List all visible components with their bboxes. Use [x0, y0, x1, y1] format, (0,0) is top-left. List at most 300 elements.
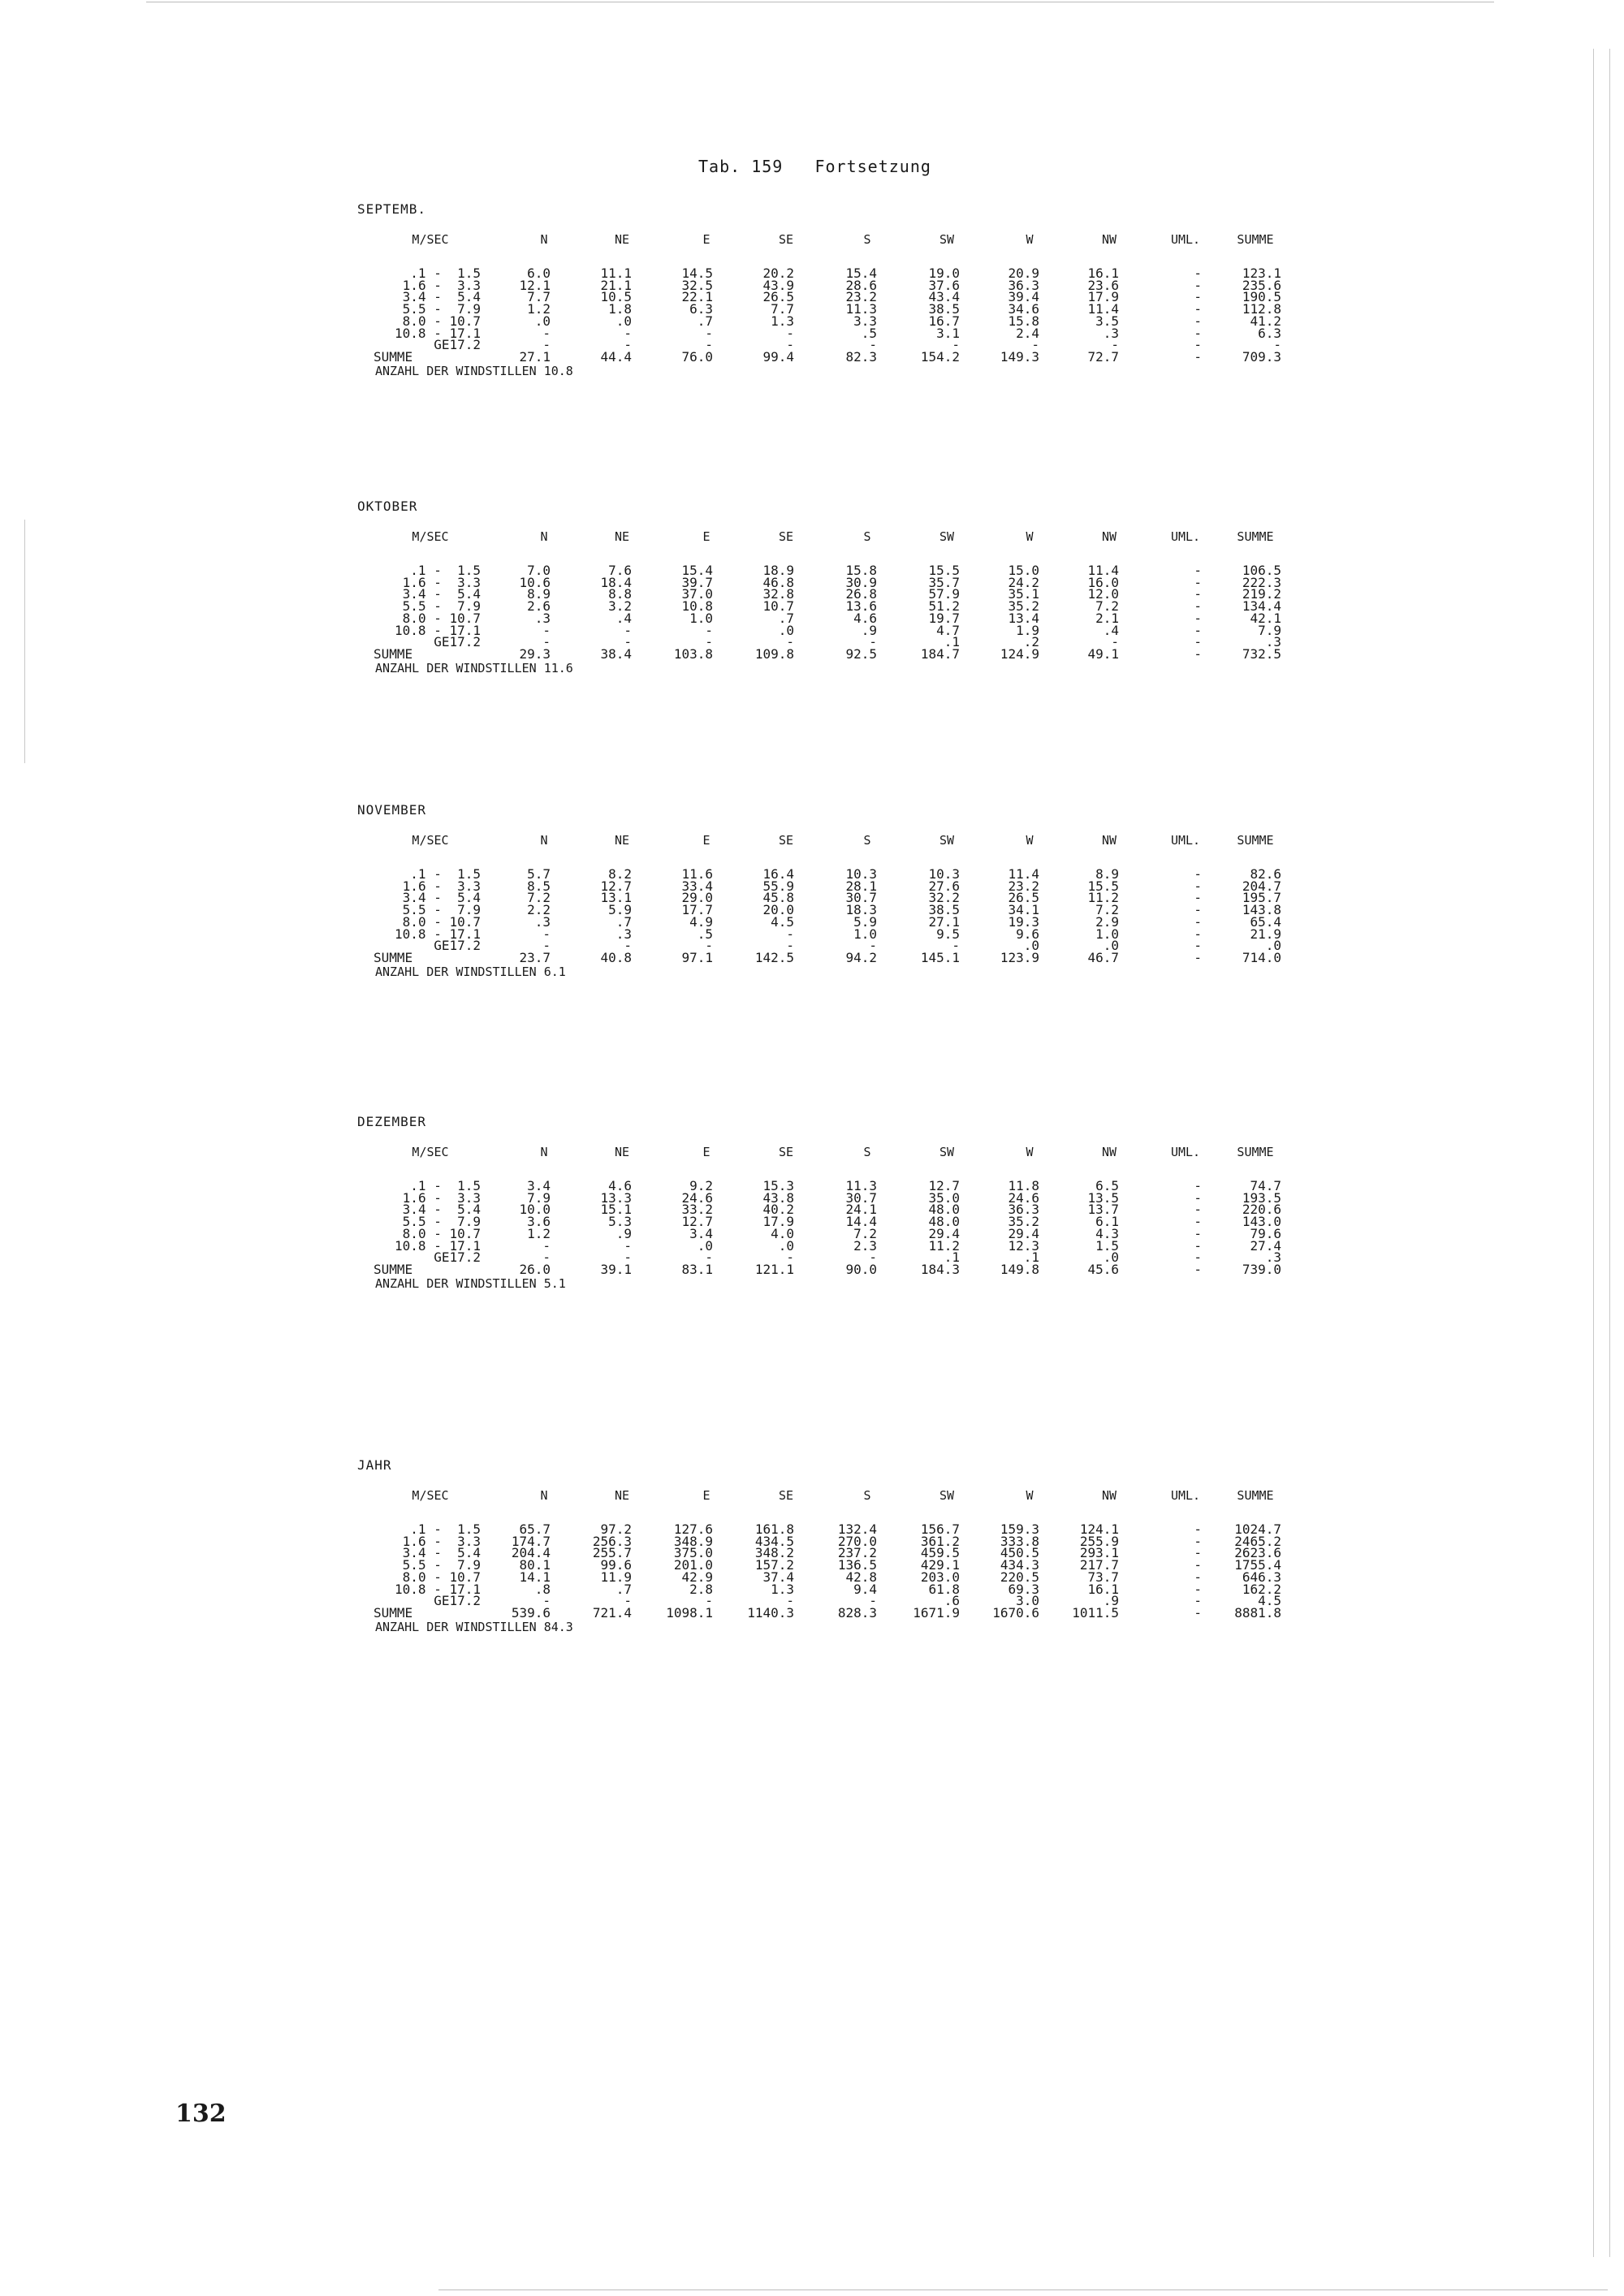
table-cell: 2.1 — [1095, 610, 1119, 626]
table-cell: .8 — [534, 1581, 551, 1597]
speed-class-label: 3.4 - 5.4 — [402, 890, 481, 906]
table-cell: - — [786, 938, 794, 954]
speed-class-label: 10.8 - 17.1 — [395, 325, 481, 341]
table-cell: - — [542, 926, 551, 942]
table-cell: 21.9 — [1250, 926, 1281, 942]
month-label: DEZEMBER — [357, 1114, 427, 1129]
table-cell: 23.7 — [519, 949, 551, 965]
table-cell: 30.7 — [845, 1189, 877, 1206]
table-cell: - — [1194, 289, 1202, 305]
table-cell: .0 — [534, 313, 551, 329]
table-cell: 11.9 — [600, 1569, 632, 1585]
table-cell: 8.9 — [1095, 866, 1119, 882]
table-cell: 10.6 — [519, 574, 551, 590]
table-cell: 29.4 — [1008, 1225, 1039, 1241]
table-cell: - — [786, 337, 794, 353]
table-cell: 28.6 — [845, 277, 877, 293]
table-cell: 255.7 — [592, 1545, 632, 1561]
table-cell: 49.1 — [1087, 645, 1119, 662]
table-row — [0, 1581, 1624, 1597]
column-header: W — [1026, 529, 1034, 544]
table-cell: 16.1 — [1087, 265, 1119, 281]
table-cell: 11.8 — [1008, 1178, 1039, 1193]
table-cell: 18.4 — [600, 574, 632, 590]
speed-class-label: SUMME — [374, 348, 413, 365]
table-cell: 732.5 — [1242, 645, 1281, 662]
table-cell: 12.1 — [519, 277, 551, 293]
calm-label: ANZAHL DER WINDSTILLEN — [375, 660, 537, 675]
table-cell: 36.3 — [1008, 1202, 1039, 1218]
table-cell: 30.9 — [845, 574, 877, 590]
table-cell: 90.0 — [845, 1261, 877, 1277]
table-cell: 11.3 — [845, 1178, 877, 1193]
column-header: NW — [1101, 1488, 1117, 1503]
table-cell: 348.9 — [673, 1533, 713, 1549]
table-row — [0, 1595, 1624, 1607]
column-header: N — [540, 529, 548, 544]
column-header: NE — [614, 529, 630, 544]
table-cell: 293.1 — [1079, 1545, 1119, 1561]
calm-label: ANZAHL DER WINDSTILLEN — [375, 1619, 537, 1634]
table-cell: 13.6 — [845, 598, 877, 615]
table-cell: 10.3 — [845, 866, 877, 882]
table-cell: - — [1194, 902, 1202, 918]
table-cell: 10.8 — [681, 598, 713, 615]
table-cell: 11.3 — [845, 301, 877, 317]
table-cell: 193.5 — [1242, 1189, 1281, 1206]
table-cell: 27.1 — [928, 913, 960, 930]
speed-class-label: GE17.2 — [434, 1593, 481, 1609]
table-cell: 9.4 — [853, 1581, 877, 1597]
table-cell: 35.1 — [1008, 586, 1039, 602]
table-cell: 539.6 — [511, 1604, 551, 1621]
column-header: NE — [614, 833, 630, 848]
speed-class-label: .1 - 1.5 — [410, 1521, 481, 1537]
table-cell: 3.4 — [689, 1225, 713, 1241]
table-cell: - — [1194, 563, 1202, 578]
table-cell: - — [869, 938, 877, 954]
table-cell: 16.4 — [762, 866, 794, 882]
speed-class-label: SUMME — [374, 1604, 413, 1621]
speed-class-label: 1.6 - 3.3 — [402, 1533, 481, 1549]
speed-class-label: 1.6 - 3.3 — [402, 277, 481, 293]
column-header: SUMME — [1237, 1145, 1274, 1159]
table-cell: 97.2 — [600, 1521, 632, 1537]
table-cell: 65.7 — [519, 1521, 551, 1537]
table-cell: - — [1194, 301, 1202, 317]
table-cell: 6.3 — [689, 301, 713, 317]
table-cell: 4.6 — [608, 1178, 632, 1193]
table-cell: 29.3 — [519, 645, 551, 662]
table-cell: 256.3 — [592, 1533, 632, 1549]
table-cell: 48.0 — [928, 1214, 960, 1230]
table-cell: 22.1 — [681, 289, 713, 305]
table-cell: 270.0 — [837, 1533, 877, 1549]
table-cell: 828.3 — [837, 1604, 877, 1621]
table-cell: 15.8 — [1008, 313, 1039, 329]
table-cell: 8.9 — [527, 586, 551, 602]
table-cell: 27.1 — [519, 348, 551, 365]
table-cell: 361.2 — [920, 1533, 960, 1549]
column-header: SE — [778, 1488, 794, 1503]
table-row — [0, 565, 1624, 576]
table-cell: 2.6 — [527, 598, 551, 615]
column-header: W — [1026, 232, 1034, 247]
table-row — [0, 622, 1624, 638]
table-cell: 97.1 — [681, 949, 713, 965]
column-header: W — [1026, 1488, 1034, 1503]
table-cell: 1.0 — [853, 926, 877, 942]
calm-count-line — [375, 965, 566, 979]
table-cell: 15.4 — [681, 563, 713, 578]
table-cell: 17.9 — [762, 1214, 794, 1230]
table-row — [0, 1202, 1624, 1218]
table-cell: 2.9 — [1095, 913, 1119, 930]
table-cell: - — [1194, 313, 1202, 329]
table-cell: 1671.9 — [913, 1604, 960, 1621]
table-cell: 3.3 — [853, 313, 877, 329]
speed-class-label: .1 - 1.5 — [410, 563, 481, 578]
column-header: SW — [939, 1488, 955, 1503]
column-header: S — [863, 529, 871, 544]
table-cell: 94.2 — [845, 949, 877, 965]
table-cell: 109.8 — [754, 645, 794, 662]
table-cell: .0 — [1103, 1249, 1119, 1266]
table-cell: - — [1194, 913, 1202, 930]
right-margin-line-outer — [1609, 49, 1610, 2257]
calm-value: 6.1 — [543, 964, 566, 979]
speed-class-label: GE17.2 — [434, 337, 481, 353]
column-header: NE — [614, 232, 630, 247]
table-cell: 82.6 — [1250, 866, 1281, 882]
column-header: S — [863, 833, 871, 848]
table-cell: - — [542, 1249, 551, 1266]
table-cell: 646.3 — [1242, 1569, 1281, 1585]
table-cell: 12.3 — [1008, 1237, 1039, 1254]
table-cell: 7.2 — [853, 1225, 877, 1241]
table-cell: 15.3 — [762, 1178, 794, 1193]
table-cell: - — [786, 325, 794, 341]
column-header: SE — [778, 529, 794, 544]
table-cell: .4 — [1103, 622, 1119, 638]
table-cell: - — [1194, 337, 1202, 353]
table-cell: 1140.3 — [747, 1604, 794, 1621]
table-cell: 721.4 — [592, 1604, 632, 1621]
table-cell: 73.7 — [1087, 1569, 1119, 1585]
table-cell: 20.9 — [1008, 265, 1039, 281]
table-cell: 44.4 — [600, 348, 632, 365]
table-cell: 2.3 — [853, 1237, 877, 1254]
table-cell: 43.9 — [762, 277, 794, 293]
table-cell: 48.0 — [928, 1202, 960, 1218]
table-cell: 38.5 — [928, 902, 960, 918]
table-cell: 23.2 — [1008, 878, 1039, 894]
table-cell: 14.4 — [845, 1214, 877, 1230]
table-cell: - — [1194, 1189, 1202, 1206]
table-cell: 3.2 — [608, 598, 632, 615]
table-cell: 2.2 — [527, 902, 551, 918]
table-cell: 24.6 — [681, 1189, 713, 1206]
table-cell: 6.1 — [1095, 1214, 1119, 1230]
table-cell: 11.2 — [928, 1237, 960, 1254]
speed-class-label: SUMME — [374, 1261, 413, 1277]
table-row — [0, 610, 1624, 626]
table-cell: 41.2 — [1250, 313, 1281, 329]
table-cell: .2 — [1023, 634, 1039, 650]
table-row — [0, 1521, 1624, 1537]
table-cell: 219.2 — [1242, 586, 1281, 602]
table-cell: - — [869, 337, 877, 353]
table-cell: - — [1194, 878, 1202, 894]
table-row — [0, 1569, 1624, 1585]
table-cell: 42.9 — [681, 1569, 713, 1585]
table-cell: 123.9 — [1000, 949, 1039, 965]
table-cell: 29.4 — [928, 1225, 960, 1241]
table-cell: 8.2 — [608, 866, 632, 882]
speed-class-label: .1 - 1.5 — [410, 866, 481, 882]
column-header: W — [1026, 833, 1034, 848]
table-cell: .0 — [1103, 938, 1119, 954]
table-cell: 157.2 — [754, 1557, 794, 1573]
table-cell: 74.7 — [1250, 1178, 1281, 1193]
speed-class-label: 8.0 - 10.7 — [402, 913, 481, 930]
table-cell: - — [542, 1593, 551, 1609]
table-cell: 9.6 — [1016, 926, 1039, 942]
table-cell: 83.1 — [681, 1261, 713, 1277]
table-cell: 15.5 — [1087, 878, 1119, 894]
table-cell: - — [1194, 265, 1202, 281]
table-cell: 35.7 — [928, 574, 960, 590]
table-cell: 5.7 — [527, 866, 551, 882]
table-row — [0, 1180, 1624, 1192]
table-cell: 3.0 — [1016, 1593, 1039, 1609]
table-cell: 37.4 — [762, 1569, 794, 1585]
table-cell: 51.2 — [928, 598, 960, 615]
table-cell: 123.1 — [1242, 265, 1281, 281]
table-cell: 46.7 — [1087, 949, 1119, 965]
table-cell: 16.0 — [1087, 574, 1119, 590]
table-cell: 30.7 — [845, 890, 877, 906]
calm-count-line — [375, 364, 573, 378]
speed-class-label: 8.0 - 10.7 — [402, 610, 481, 626]
table-cell: 23.2 — [845, 289, 877, 305]
table-cell: .1 — [1023, 1249, 1039, 1266]
table-cell: 12.7 — [681, 1214, 713, 1230]
table-cell: .5 — [861, 325, 877, 341]
table-cell: 1.5 — [1095, 1237, 1119, 1254]
table-cell: 43.8 — [762, 1189, 794, 1206]
table-cell: 1.8 — [608, 301, 632, 317]
table-cell: 7.9 — [1258, 622, 1281, 638]
table-row — [0, 949, 1624, 965]
column-header: UML. — [1170, 529, 1201, 544]
table-cell: - — [1273, 337, 1281, 353]
table-cell: 38.5 — [928, 301, 960, 317]
table-cell: 76.0 — [681, 348, 713, 365]
table-cell: 16.1 — [1087, 1581, 1119, 1597]
speed-class-label: 5.5 - 7.9 — [402, 902, 481, 918]
table-cell: 42.8 — [845, 1569, 877, 1585]
table-cell: 40.2 — [762, 1202, 794, 1218]
table-cell: - — [869, 1593, 877, 1609]
speed-class-label: 10.8 - 17.1 — [395, 926, 481, 942]
table-cell: - — [1194, 1214, 1202, 1230]
table-cell: .3 — [1103, 325, 1119, 341]
column-header: M/SEC — [412, 529, 449, 544]
table-cell: 12.7 — [600, 878, 632, 894]
table-cell: 1.2 — [527, 301, 551, 317]
table-cell: - — [1194, 574, 1202, 590]
table-cell: 7.2 — [1095, 902, 1119, 918]
table-cell: - — [1194, 610, 1202, 626]
table-row — [0, 1225, 1624, 1241]
table-cell: 3.1 — [936, 325, 960, 341]
calm-label: ANZAHL DER WINDSTILLEN — [375, 363, 537, 378]
table-cell: - — [624, 1593, 632, 1609]
column-header: SW — [939, 1145, 955, 1159]
table-cell: .0 — [615, 313, 632, 329]
table-cell: 14.5 — [681, 265, 713, 281]
table-cell: 434.3 — [1000, 1557, 1039, 1573]
table-cell: 17.9 — [1087, 289, 1119, 305]
column-header: N — [540, 1145, 548, 1159]
table-cell: - — [869, 634, 877, 650]
speed-class-label: 3.4 - 5.4 — [402, 289, 481, 305]
table-cell: 34.6 — [1008, 301, 1039, 317]
table-cell: 161.8 — [754, 1521, 794, 1537]
table-cell: - — [705, 1249, 713, 1266]
column-header: UML. — [1170, 833, 1201, 848]
table-cell: 174.7 — [511, 1533, 551, 1549]
table-cell: - — [542, 634, 551, 650]
column-header: S — [863, 232, 871, 247]
table-cell: 143.0 — [1242, 1214, 1281, 1230]
table-cell: 143.8 — [1242, 902, 1281, 918]
column-header: NW — [1101, 1145, 1117, 1159]
table-cell: .3 — [1265, 1249, 1281, 1266]
table-cell: 1.3 — [771, 313, 794, 329]
table-cell: - — [1194, 325, 1202, 341]
table-cell: - — [624, 1237, 632, 1254]
speed-class-label: 10.8 - 17.1 — [395, 1237, 481, 1254]
table-cell: - — [1194, 586, 1202, 602]
table-cell: .0 — [778, 622, 794, 638]
table-cell: 34.1 — [1008, 902, 1039, 918]
table-cell: 99.6 — [600, 1557, 632, 1573]
table-row — [0, 1547, 1624, 1559]
table-cell: 18.9 — [762, 563, 794, 578]
table-cell: 184.7 — [920, 645, 960, 662]
table-cell: - — [542, 622, 551, 638]
table-cell: 72.7 — [1087, 348, 1119, 365]
table-cell: 13.4 — [1008, 610, 1039, 626]
table-cell: 156.7 — [920, 1521, 960, 1537]
table-cell: 1670.6 — [992, 1604, 1039, 1621]
table-row — [0, 265, 1624, 281]
column-header: UML. — [1170, 1488, 1201, 1503]
column-header: E — [702, 232, 710, 247]
table-cell: 21.1 — [600, 277, 632, 293]
speed-class-label: GE17.2 — [434, 634, 481, 650]
table-row — [0, 878, 1624, 894]
table-cell: 24.6 — [1008, 1189, 1039, 1206]
table-cell: 375.0 — [673, 1545, 713, 1561]
table-cell: 82.3 — [845, 348, 877, 365]
table-cell: 1.2 — [527, 1225, 551, 1241]
table-row — [0, 339, 1624, 351]
calm-count-line — [375, 1276, 566, 1291]
table-cell: 237.2 — [837, 1545, 877, 1561]
table-cell: 1755.4 — [1234, 1557, 1281, 1573]
table-row — [0, 866, 1624, 882]
table-cell: 29.0 — [681, 890, 713, 906]
table-cell: 6.5 — [1095, 1178, 1119, 1193]
table-cell: 7.7 — [527, 289, 551, 305]
month-label: JAHR — [357, 1457, 392, 1473]
table-cell: 37.6 — [928, 277, 960, 293]
table-cell: 11.4 — [1087, 563, 1119, 578]
table-cell: - — [624, 337, 632, 353]
table-cell: - — [1194, 890, 1202, 906]
table-cell: 459.5 — [920, 1545, 960, 1561]
table-row — [0, 892, 1624, 904]
table-cell: 203.0 — [920, 1569, 960, 1585]
table-cell: 7.2 — [527, 890, 551, 906]
table-cell: .7 — [615, 1581, 632, 1597]
month-label: NOVEMBER — [357, 802, 427, 818]
table-row — [0, 325, 1624, 341]
column-header: SE — [778, 1145, 794, 1159]
table-cell: - — [786, 634, 794, 650]
table-cell: - — [786, 926, 794, 942]
table-cell: 1.0 — [1095, 926, 1119, 942]
table-cell: 159.3 — [1000, 1521, 1039, 1537]
table-cell: - — [1194, 622, 1202, 638]
table-cell: 19.3 — [1008, 913, 1039, 930]
column-header: M/SEC — [412, 232, 449, 247]
page-number: 132 — [175, 2100, 227, 2128]
table-cell: - — [542, 337, 551, 353]
column-header: SW — [939, 529, 955, 544]
page-title: Tab. 159 Fortsetzung — [698, 157, 931, 176]
table-cell: 35.2 — [1008, 1214, 1039, 1230]
table-cell: 27.6 — [928, 878, 960, 894]
table-cell: 19.7 — [928, 610, 960, 626]
speed-class-label: 10.8 - 17.1 — [395, 622, 481, 638]
table-cell: - — [1194, 949, 1202, 965]
table-cell: 1098.1 — [666, 1604, 713, 1621]
table-cell: 7.2 — [1095, 598, 1119, 615]
table-cell: 14.1 — [519, 1569, 551, 1585]
table-cell: 16.7 — [928, 313, 960, 329]
table-row — [0, 586, 1624, 602]
table-cell: 1.3 — [771, 1581, 794, 1597]
table-cell: 2.8 — [689, 1581, 713, 1597]
table-cell: .9 — [615, 1225, 632, 1241]
table-row — [0, 348, 1624, 365]
table-cell: 3.5 — [1095, 313, 1119, 329]
table-cell: 37.0 — [681, 586, 713, 602]
table-cell: 92.5 — [845, 645, 877, 662]
table-cell: .0 — [697, 1237, 713, 1254]
table-cell: 20.2 — [762, 265, 794, 281]
speed-class-label: GE17.2 — [434, 1249, 481, 1266]
table-cell: - — [1194, 598, 1202, 615]
table-cell: 42.1 — [1250, 610, 1281, 626]
table-cell: 35.2 — [1008, 598, 1039, 615]
table-cell: - — [1194, 634, 1202, 650]
table-cell: 121.1 — [754, 1261, 794, 1277]
